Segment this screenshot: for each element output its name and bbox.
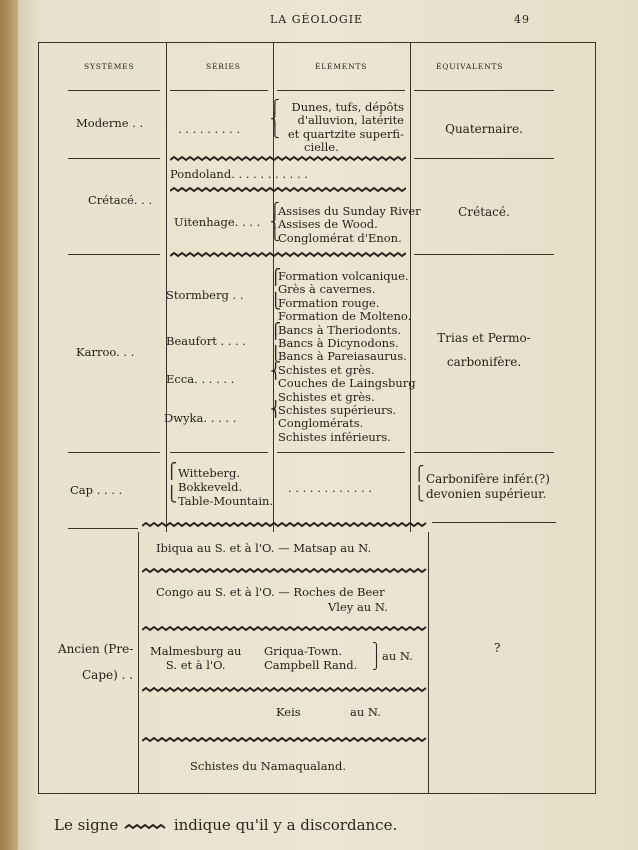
- brace: ⎨: [270, 400, 282, 418]
- element-line: Assises du Sunday River: [278, 204, 421, 218]
- page-number: 49: [514, 13, 530, 26]
- ancien-malmesbury-mid: [264, 644, 357, 672]
- series-line: Bokkeveld.: [178, 480, 243, 494]
- element-line: et quartzite superfi-: [287, 126, 404, 141]
- equivalent-cap: [426, 472, 550, 502]
- series-stormberg: Stormberg . .: [166, 288, 244, 302]
- element-line: Bancs à Theriodonts.: [278, 322, 402, 337]
- brace: ⎩: [270, 227, 280, 242]
- divider-systems-series: [166, 42, 167, 532]
- ancien-line: Congo au S. et à l'O. — Roches de Beer: [156, 585, 385, 599]
- element-line: cielle.: [304, 139, 339, 154]
- discordance-line: [170, 187, 406, 193]
- system-line: Cape) . .: [82, 668, 134, 682]
- col-header-series: SÉRIES: [206, 62, 241, 71]
- elements-cap-dots: . . . . . . . . . . . .: [288, 481, 373, 495]
- discordance-line: [170, 156, 406, 162]
- brace: ⎭: [372, 656, 381, 670]
- brace: ⎨: [270, 112, 280, 127]
- brace: ⎧: [270, 203, 280, 218]
- legend-note: [54, 818, 397, 834]
- equivalent-ancien: ?: [494, 641, 501, 655]
- series-moderne-dots: . . . . . . . . .: [178, 122, 241, 136]
- header-underline: [277, 90, 405, 91]
- equivalent-line: Trias et Permo-: [437, 331, 531, 345]
- row-rule: [68, 452, 160, 453]
- system-cretace: Crétacé. . .: [88, 193, 153, 207]
- system-cap: Cap . . . .: [70, 483, 123, 497]
- legend-text-before: Le signe: [54, 816, 119, 834]
- ancien-line: Vley au N.: [328, 600, 388, 614]
- legend-text-after: indique qu'il y a discordance.: [173, 816, 398, 834]
- discordance-line: [142, 568, 428, 574]
- discordance-line: [142, 687, 428, 693]
- ancien-line: Griqua-Town.: [264, 644, 343, 658]
- element-line: Bancs à Pareiasaurus.: [278, 349, 407, 364]
- brace: ⎨: [270, 215, 280, 230]
- element-line: Assises de Wood.: [278, 217, 378, 232]
- element-line: d'alluvion, latérite: [297, 113, 404, 128]
- book-spine-shadow: [0, 0, 18, 850]
- series-ecca: Ecca. . . . . .: [166, 372, 235, 386]
- ancien-line: Malmesburg au: [150, 644, 242, 658]
- brace: ⎧: [270, 268, 282, 286]
- element-line: Formation volcanique.: [278, 269, 409, 283]
- system-karroo: Karroo. . .: [76, 345, 135, 359]
- equivalent-karroo: [414, 326, 554, 374]
- ancien-keis-right: au N.: [350, 705, 381, 719]
- system-line: Ancien (Pre-: [58, 642, 134, 656]
- brace: ⎨: [270, 362, 282, 380]
- row-rule: [414, 452, 554, 453]
- element-line: Conglomérats.: [278, 416, 364, 431]
- header-underline: [414, 90, 554, 91]
- ancien-keis: Keis: [276, 705, 301, 719]
- discordance-line: [142, 522, 428, 528]
- brace: ⎩: [270, 345, 282, 363]
- equivalent-cretace: Crétacé.: [458, 205, 510, 219]
- brace: ⎩: [414, 486, 425, 502]
- row-rule: [68, 528, 138, 529]
- element-line: Grès à cavernes.: [278, 282, 376, 297]
- equivalent-line: Carbonifère infér.(?): [426, 472, 550, 486]
- divider-ancien-right: [428, 532, 429, 794]
- series-line: Witteberg.: [178, 466, 241, 480]
- brace: ⎩: [270, 292, 282, 310]
- col-header-systemes: SYSTÈMES: [84, 62, 135, 71]
- system-ancien: [58, 636, 133, 688]
- element-line: Schistes supérieurs.: [278, 403, 397, 418]
- brace: ⎧: [414, 466, 425, 482]
- discordance-line: [142, 626, 428, 632]
- row-rule: [277, 452, 405, 453]
- row-rule: [68, 158, 160, 159]
- running-title: LA GÉOLOGIE: [270, 13, 364, 26]
- divider-ancien-left: [138, 532, 139, 794]
- brace: ⎩: [270, 124, 280, 139]
- ancien-line: S. et à l'O.: [165, 658, 226, 672]
- brace: ⎧: [270, 100, 280, 115]
- element-line: Bancs à Dicynodons.: [278, 336, 399, 351]
- equivalent-quaternaire: Quaternaire.: [445, 122, 523, 136]
- discordance-sign-icon: [123, 819, 169, 834]
- elements-karroo: [278, 270, 416, 444]
- brace: ⎧: [166, 462, 178, 480]
- row-rule: [68, 254, 160, 255]
- brace: ⎧: [270, 322, 282, 340]
- ancien-malmesbury-left: [150, 644, 241, 672]
- equivalent-line: devonien supérieur.: [426, 487, 547, 501]
- col-header-elements: ÉLÉMENTS: [315, 62, 368, 71]
- series-uitenhage: Uitenhage. . . .: [174, 215, 261, 229]
- system-moderne: Moderne . .: [76, 116, 144, 130]
- row-rule: [170, 452, 268, 453]
- header-underline: [170, 90, 268, 91]
- series-pondoland: Pondoland. . . . . . . . . . .: [170, 167, 308, 181]
- element-line: Formation rouge.: [278, 295, 380, 310]
- equivalent-line: carbonifère.: [446, 355, 522, 369]
- brace: ⎩: [166, 485, 178, 503]
- ancien-namaqualand: Schistes du Namaqualand.: [190, 759, 346, 773]
- ancien-congo: [156, 585, 388, 615]
- element-line: Schistes et grès.: [278, 362, 375, 377]
- discordance-line: [170, 252, 406, 258]
- series-line: Table-Mountain.: [178, 494, 274, 508]
- series-cap: [178, 466, 273, 508]
- series-beaufort: Beaufort . . . .: [166, 334, 247, 348]
- ancien-line: Campbell Rand.: [264, 658, 358, 672]
- ancien-malmesbury-right: au N.: [382, 649, 413, 663]
- discordance-line: [142, 737, 428, 743]
- book-page: [18, 0, 638, 850]
- header-underline: [68, 90, 160, 91]
- elements-moderne: [278, 101, 404, 154]
- row-rule: [432, 522, 556, 523]
- element-line: Conglomérat d'Enon.: [278, 230, 402, 245]
- element-line: Dunes, tufs, dépôts: [291, 100, 404, 114]
- element-line: Couches de Laingsburg: [278, 376, 416, 391]
- ancien-ibiqua: Ibiqua au S. et à l'O. — Matsap au N.: [156, 541, 372, 555]
- col-header-equivalents: ÉQUIVALENTS: [436, 62, 504, 71]
- element-line: Schistes inférieurs.: [278, 429, 391, 444]
- element-line: Schistes et grès.: [278, 389, 375, 404]
- brace: ⎫: [372, 642, 381, 656]
- elements-cretace: [278, 205, 421, 245]
- series-dwyka: Dwyka. . . . .: [164, 411, 237, 425]
- element-line: Formation de Molteno.: [278, 309, 412, 324]
- row-rule: [414, 254, 554, 255]
- row-rule: [414, 158, 554, 159]
